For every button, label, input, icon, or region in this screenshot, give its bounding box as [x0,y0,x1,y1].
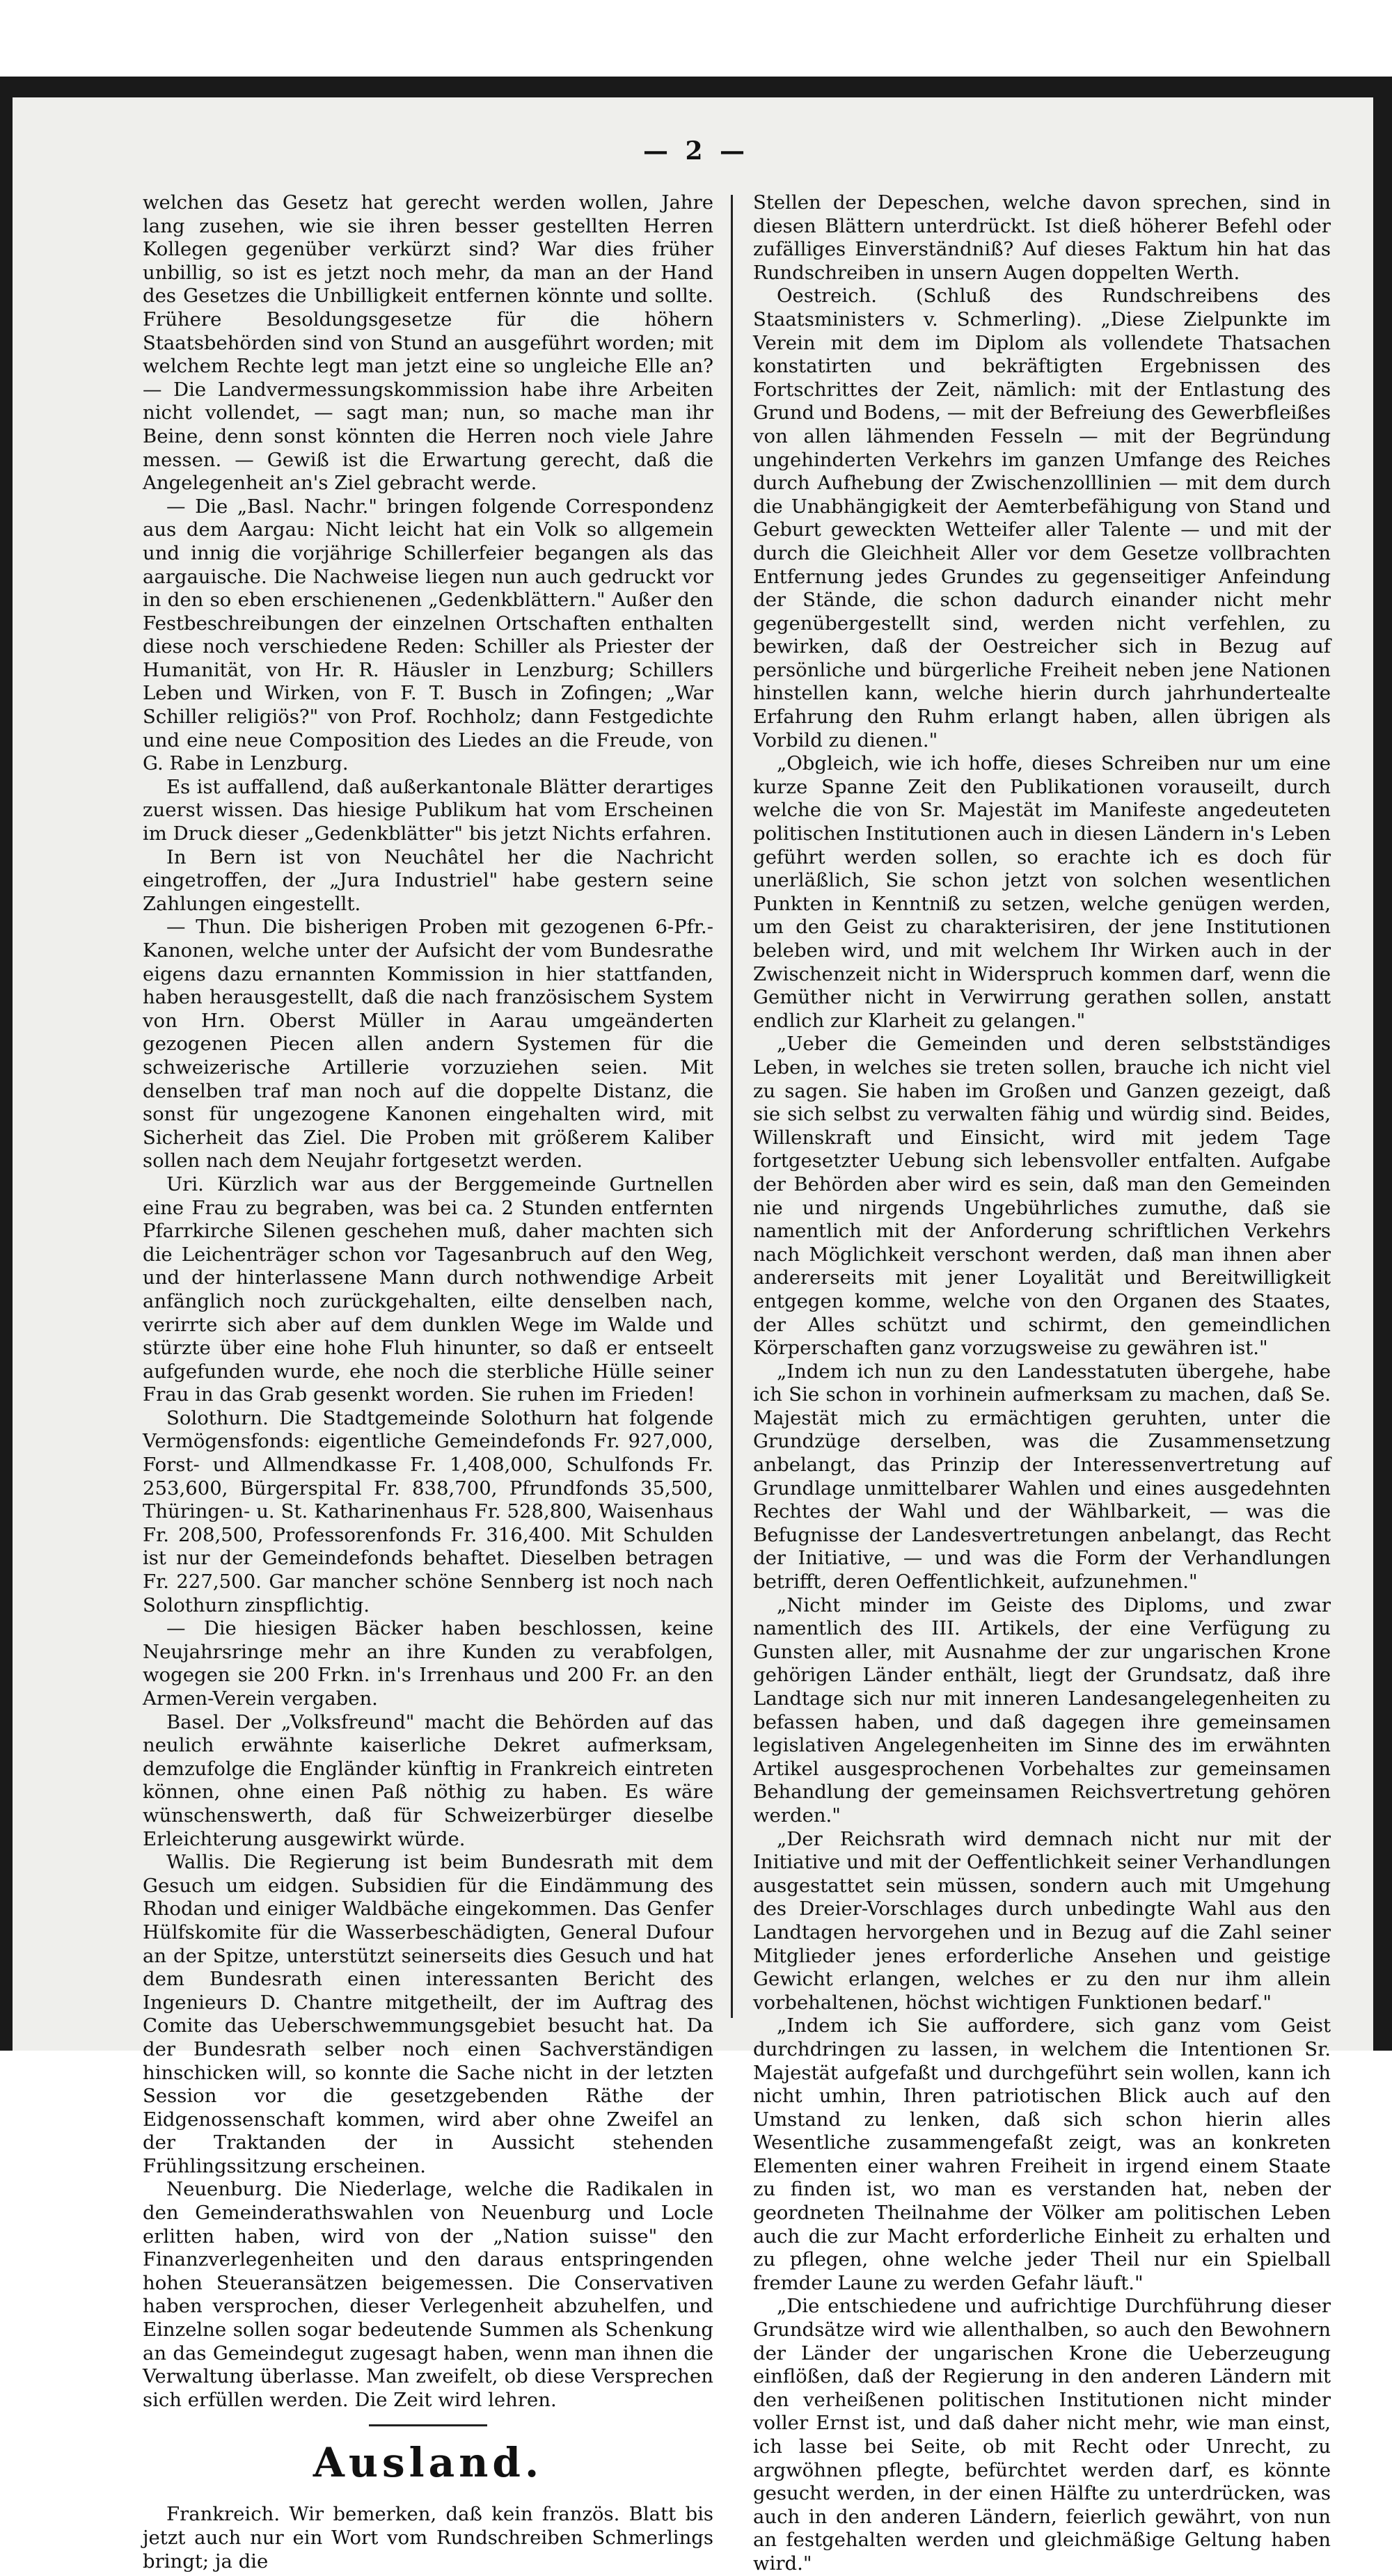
article-paragraph: „Indem ich nun zu den Landesstatuten übergehe, habe ich Sie schon in vorhinein aufmerksam zu machen, daß Se. Majestät mich zu ermächtigen geruhten, unter die Grundzüge derselben, was die Zusammensetzung anbelangt, das Prinzip der Interessenvertretung auf Grundlage unmittelbarer Wahlen und eines ausgedehnten Rechtes der Wahl und der Wählbarkeit, — was die Befugnisse der Landesvertretungen anbelangt, das Recht der Initiative, — und was die Form der Verhandlungen betrifft, deren Oeffentlichkeit, aufzunehmen." [753,1360,1331,1593]
section-heading: Ausland. [313,2439,544,2487]
article-paragraph: Frankreich. Wir bemerken, daß kein französ. Blatt bis jetzt auch nur ein Wort vom Rundschreiben Schmerlings bringt; ja die [143,2503,713,2573]
article-paragraph: „Obgleich, wie ich hoffe, dieses Schreiben nur um eine kurze Spanne Zeit den Publikationen vorauseilt, durch welche die von Sr. Majestät im Manifeste angedeuteten politischen Institutionen auch in diesen Ländern in's Leben geführt werden sollen, so erachte ich es doch für unerläßlich, Sie schon jetzt von solchen wesentlichen Punkten in Kenntniß zu setzen, welche genügen werden, um den Geist zu charakterisiren, der jene Institutionen beleben wird, und mit welchem Ihr Wirken auch in der Zwischenzeit nicht in Widerspruch kommen darf, wenn die Gemüther nicht in Verwirrung gerathen sollen, anstatt endlich zur Klarheit zu gelangen." [753,752,1331,1032]
article-paragraph: welchen das Gesetz hat gerecht werden wollen, Jahre lang zusehen, wie sie ihren besser gestellten Herren Kollegen gegenüber verkürzt sind? War dies früher unbillig, so ist es jetzt noch mehr, da man an der Hand des Gesetzes die Unbilligkeit entfernen könnte und sollte. Frühere Besoldungsgesetze für die höhern Staatsbehörden sind von Stund an ausgeführt worden; mit welchem Rechte legt man jetzt eine so ungleiche Elle an? — Die Landvermessungskommission habe ihre Arbeiten nicht vollendet, — sagt man; nun, so mache man ihr Beine, denn sonst könnten die Herren noch viele Jahre messen. — Gewiß ist die Erwartung gerecht, daß die Angelegenheit an's Ziel gebracht werde. [143,191,713,495]
column-divider [731,195,733,2018]
article-paragraph: Es ist auffallend, daß außerkantonale Blätter derartiges zuerst wissen. Das hiesige Publikum hat vom Erscheinen im Druck dieser „Gedenkblätter" bis jetzt Nichts erfahren. [143,775,713,845]
article-paragraph: — Die „Basl. Nachr." bringen folgende Correspondenz aus dem Aargau: Nicht leicht hat ein Volk so allgemein und innig die vorjährige Schillerfeier begangen als das aargauische. Die Nachweise liegen nun auch gedruckt vor in den so eben erschienenen „Gedenkblättern." Außer den Festbeschreibungen der einzelnen Ortschaften enthalten diese noch verschiedene Reden: Schiller als Priester der Humanität, von Hr. R. Häusler in Lenzburg; Schillers Leben und Wirken, von F. T. Busch in Zofingen; „War Schiller religiös?" von Prof. Rochholz; dann Festgedichte und eine neue Composition des Liedes an die Freude, von G. Rabe in Lenzburg. [143,495,713,775]
article-paragraph: Solothurn. Die Stadtgemeinde Solothurn hat folgende Vermögensfonds: eigentliche Gemeindefonds Fr. 927,000, Forst- und Allmendkasse Fr. 1,408,000, Schulfonds Fr. 253,600, Bürgerspital Fr. 838,700, Pfrundfonds 35,500, Thüringen- u. St. Katharinenhaus Fr. 528,800, Waisenhaus Fr. 208,500, Professorenfonds Fr. 316,400. Mit Schulden ist nur der Gemeindefonds behaftet. Dieselben betragen Fr. 227,500. Gar mancher schöne Sennberg ist noch nach Solothurn zinspflichtig. [143,1406,713,1616]
article-paragraph: In Bern ist von Neuchâtel her die Nachricht eingetroffen, der „Jura Industriel" habe gestern seine Zahlungen eingestellt. [143,845,713,915]
article-paragraph: Uri. Kürzlich war aus der Berggemeinde Gurtnellen eine Frau zu begraben, was bei ca. 2 Stunden entfernten Pfarrkirche Silenen geschehen muß, daher machten sich die Leichenträger schon vor Tagesanbruch auf den Weg, und der hinterlassene Mann durch nothwendige Arbeit anfänglich noch zurückgehalten, eilte denselben nach, verirrte sich aber auf dem dunklen Wege im Walde und stürzte über eine hohe Fluh hinunter, so daß er entseelt aufgefunden wurde, ehe noch die sterbliche Hülle seiner Frau in das Grab gesenkt worden. Sie ruhen im Frieden! [143,1172,713,1406]
right-column [753,191,1331,2575]
top-margin [0,0,1392,77]
article-paragraph: „Nicht minder im Geiste des Diploms, und zwar namentlich des III. Artikels, der eine Verfügung zu Gunsten aller, mit Ausnahme der zur ungarischen Krone gehörigen Länder enthält, liegt der Grundsatz, daß ihre Landtage sich nur mit inneren Landesangelegenheiten zu befassen haben, und daß dagegen ihre gemeinsamen legislativen Angelegenheiten im Sinne des im erwähnten Artikel ausgesprochenen Vorbehaltes zur gemeinsamen Behandlung der gemeinsamen Reichsvertretung gehören werden." [753,1593,1331,1827]
article-paragraph: „Ueber die Gemeinden und deren selbstständiges Leben, in welches sie treten sollen, brauche ich nicht viel zu sagen. Sie haben im Großen und Ganzen gezeigt, daß sie sich selbst zu verwalten fähig und würdig sind. Beides, Willenskraft und Einsicht, wird mit jedem Tage fortgesetzter Uebung sich lebensvoller entfalten. Aufgabe der Behörden aber wird es sein, daß man den Gemeinden nie und nirgends Ungebührliches zumuthe, daß sie namentlich mit der Anforderung schriftlichen Verkehrs nach Möglichkeit verschont werden, daß man ihnen aber andererseits mit jener Loyalität und Bereitwilligkeit entgegen komme, welche von den Organen des Staates, der Alles schützt und schirmt, den gemeindlichen Körperschaften ganz vorzugsweise zu gewähren ist." [753,1033,1331,1360]
article-paragraph: „Der Reichsrath wird demnach nicht nur mit der Initiative und mit der Oeffentlichkeit seiner Verhandlungen ausgestattet sein müssen, sondern auch mit Umgehung des Dreier-Vorschlages durch unbedingte Wahl aus den Landtagen hervorgehen und in Bezug auf die Zahl seiner Mitglieder jenes erforderliche Ansehen und geistige Gewicht erlangen, welches er zu den nur ihm allein vorbehaltenen, höchst wichtigen Funktionen bedarf." [753,1827,1331,2014]
article-paragraph: Stellen der Depeschen, welche davon sprechen, sind in diesen Blättern unterdrückt. Ist dieß höherer Befehl oder zufälliges Einverständniß? Auf dieses Faktum hin hat das Rundschreiben in unsern Augen doppelten Werth. [753,191,1331,284]
article-paragraph: — Thun. Die bisherigen Proben mit gezogenen 6-Pfr.-Kanonen, welche unter der Aufsicht der vom Bundesrathe eigens dazu ernannten Kommission in hier stattfanden, haben herausgestellt, daß die nach französischem System von Hrn. Oberst Müller in Aarau umgeänderten gezogenen Piecen allen andern Systemen für die schweizerische Artillerie vorzuziehen seien. Mit denselben traf man noch auf die doppelte Distanz, die sonst für ungezogene Kanonen eingehalten wird, mit Sicherheit das Ziel. Die Proben mit größerem Kaliber sollen nach dem Neujahr fortgesetzt werden. [143,916,713,1172]
section-separator [369,2424,487,2426]
article-paragraph: Oestreich. (Schluß des Rundschreibens des Staatsministers v. Schmerling). „Diese Zielpunkte im Verein mit dem im Diplom als vollendete Thatsachen konstatirten und bekräftigten Ergebnissen des Fortschrittes der Zeit, nämlich: mit der Entlastung des Grund und Bodens, — mit der Befreiung des Gewerbfleißes von allen lähmenden Fesseln — mit der Begründung ungehinderten Verkehrs im ganzen Umfange des Reiches durch Aufhebung der Zwischenzolllinien — mit dem durch die Unabhängigkeit der Aemterbefähigung von Stand und Geburt geweckten Wetteifer aller Talente — und mit der durch die Gleichheit Aller vor dem Gesetze vollbrachten Entfernung jedes Grundes zu gegenseitiger Anfeindung der Stände, die schon dadurch einander nicht mehr gegenübergestellt sind, werden nicht verfehlen, zu bewirken, daß der Oestreicher sich in Bezug auf persönliche und bürgerliche Freiheit neben jene Nationen hinstellen kann, welche hierin durch jahrhundertealte Erfahrung den Ruhm erlangt haben, allen übrigen als Vorbild zu dienen." [753,285,1331,752]
article-paragraph: „Indem ich Sie auffordere, sich ganz vom Geist durchdringen zu lassen, in welchem die Intentionen Sr. Majestät aufgefaßt und durchgeführt sein wollen, kann ich nicht umhin, Ihren patriotischen Blick auch auf den Umstand zu lenken, daß sich schon hierin alles Wesentliche zusammengefaßt zeigt, was an konkreten Elementen einer wahren Freiheit in irgend einem Staate zu finden ist, wo man es verstanden hat, neben der geordneten Theilnahme der Völker am politischen Leben auch die zur Macht erforderliche Einheit zu erhalten und zu pflegen, ohne welche jeder Theil nur ein Spielball fremder Laune zu werden Gefahr läuft." [753,2014,1331,2294]
page-number: — 2 — [642,136,750,166]
article-paragraph: Wallis. Die Regierung ist beim Bundesrath mit dem Gesuch um eidgen. Subsidien für die Eindämmung des Rhodan und einiger Waldbäche eingekommen. Das Genfer Hülfskomite für die Wasserbeschädigten, General Dufour an der Spitze, unterstützt seinerseits dies Gesuch und hat dem Bundesrath einen interessanten Bericht des Ingenieurs D. Chantre mitgetheilt, der im Auftrag des Comite das Ueberschwemmungsgebiet besucht hat. Da der Bundesrath selber noch einen Sachverständigen hinschicken will, so konnte die Sache nicht in der letzten Session vor die gesetzgebenden Räthe der Eidgenossenschaft kommen, wird aber ohne Zweifel an der Traktanden der in Aussicht stehenden Frühlingssitzung erscheinen. [143,1851,713,2177]
article-paragraph: Neuenburg. Die Niederlage, welche die Radikalen in den Gemeinderathswahlen von Neuenburg und Locle erlitten haben, wird von der „Nation suisse" den Finanzverlegenheiten und den daraus entspringenden hohen Steueransätzen beigemessen. Die Conservativen haben versprochen, dieser Verlegenheit abzuhelfen, und Einzelne sollen sogar bedeutende Summen als Schenkung an das Gemeindegut zugesagt haben, wenn man ihnen die Verwaltung überlasse. Man zweifelt, ob diese Versprechen sich erfüllen werden. Die Zeit wird lehren. [143,2178,713,2411]
article-paragraph: Basel. Der „Volksfreund" macht die Behörden auf das neulich erwähnte kaiserliche Dekret aufmerksam, demzufolge die Engländer künftig in Frankreich eintreten können, ohne einen Paß nöthig zu haben. Es wäre wünschenswerth, daß für Schweizerbürger dieselbe Erleichterung ausgewirkt würde. [143,1710,713,1850]
left-column [143,191,713,2573]
article-paragraph: — Die hiesigen Bäcker haben beschlossen, keine Neujahrsringe mehr an ihre Kunden zu verabfolgen, wogegen sie 200 Frkn. in's Irrenhaus und 200 Fr. an den Armen-Verein vergaben. [143,1617,713,1710]
article-paragraph: „Die entschiedene und aufrichtige Durchführung dieser Grundsätze wird wie allenthalben, so auch den Bewohnern der Länder der ungarischen Krone die Ueberzeugung einflößen, daß der Regierung in den anderen Ländern mit den verheißenen politischen Institutionen nicht minder voller Ernst ist, und daß daher nicht mehr, wie man einst, ich lasse bei Seite, ob mit Recht oder Unrecht, zu argwöhnen pflegte, befürchtet werden darf, es könnte gesucht werden, in der einen Hälfte zu unterdrücken, was auch in den anderen Ländern, feierlich gewährt, von nun an festgehalten werden und gleichmäßige Geltung haben wird." [753,2295,1331,2575]
